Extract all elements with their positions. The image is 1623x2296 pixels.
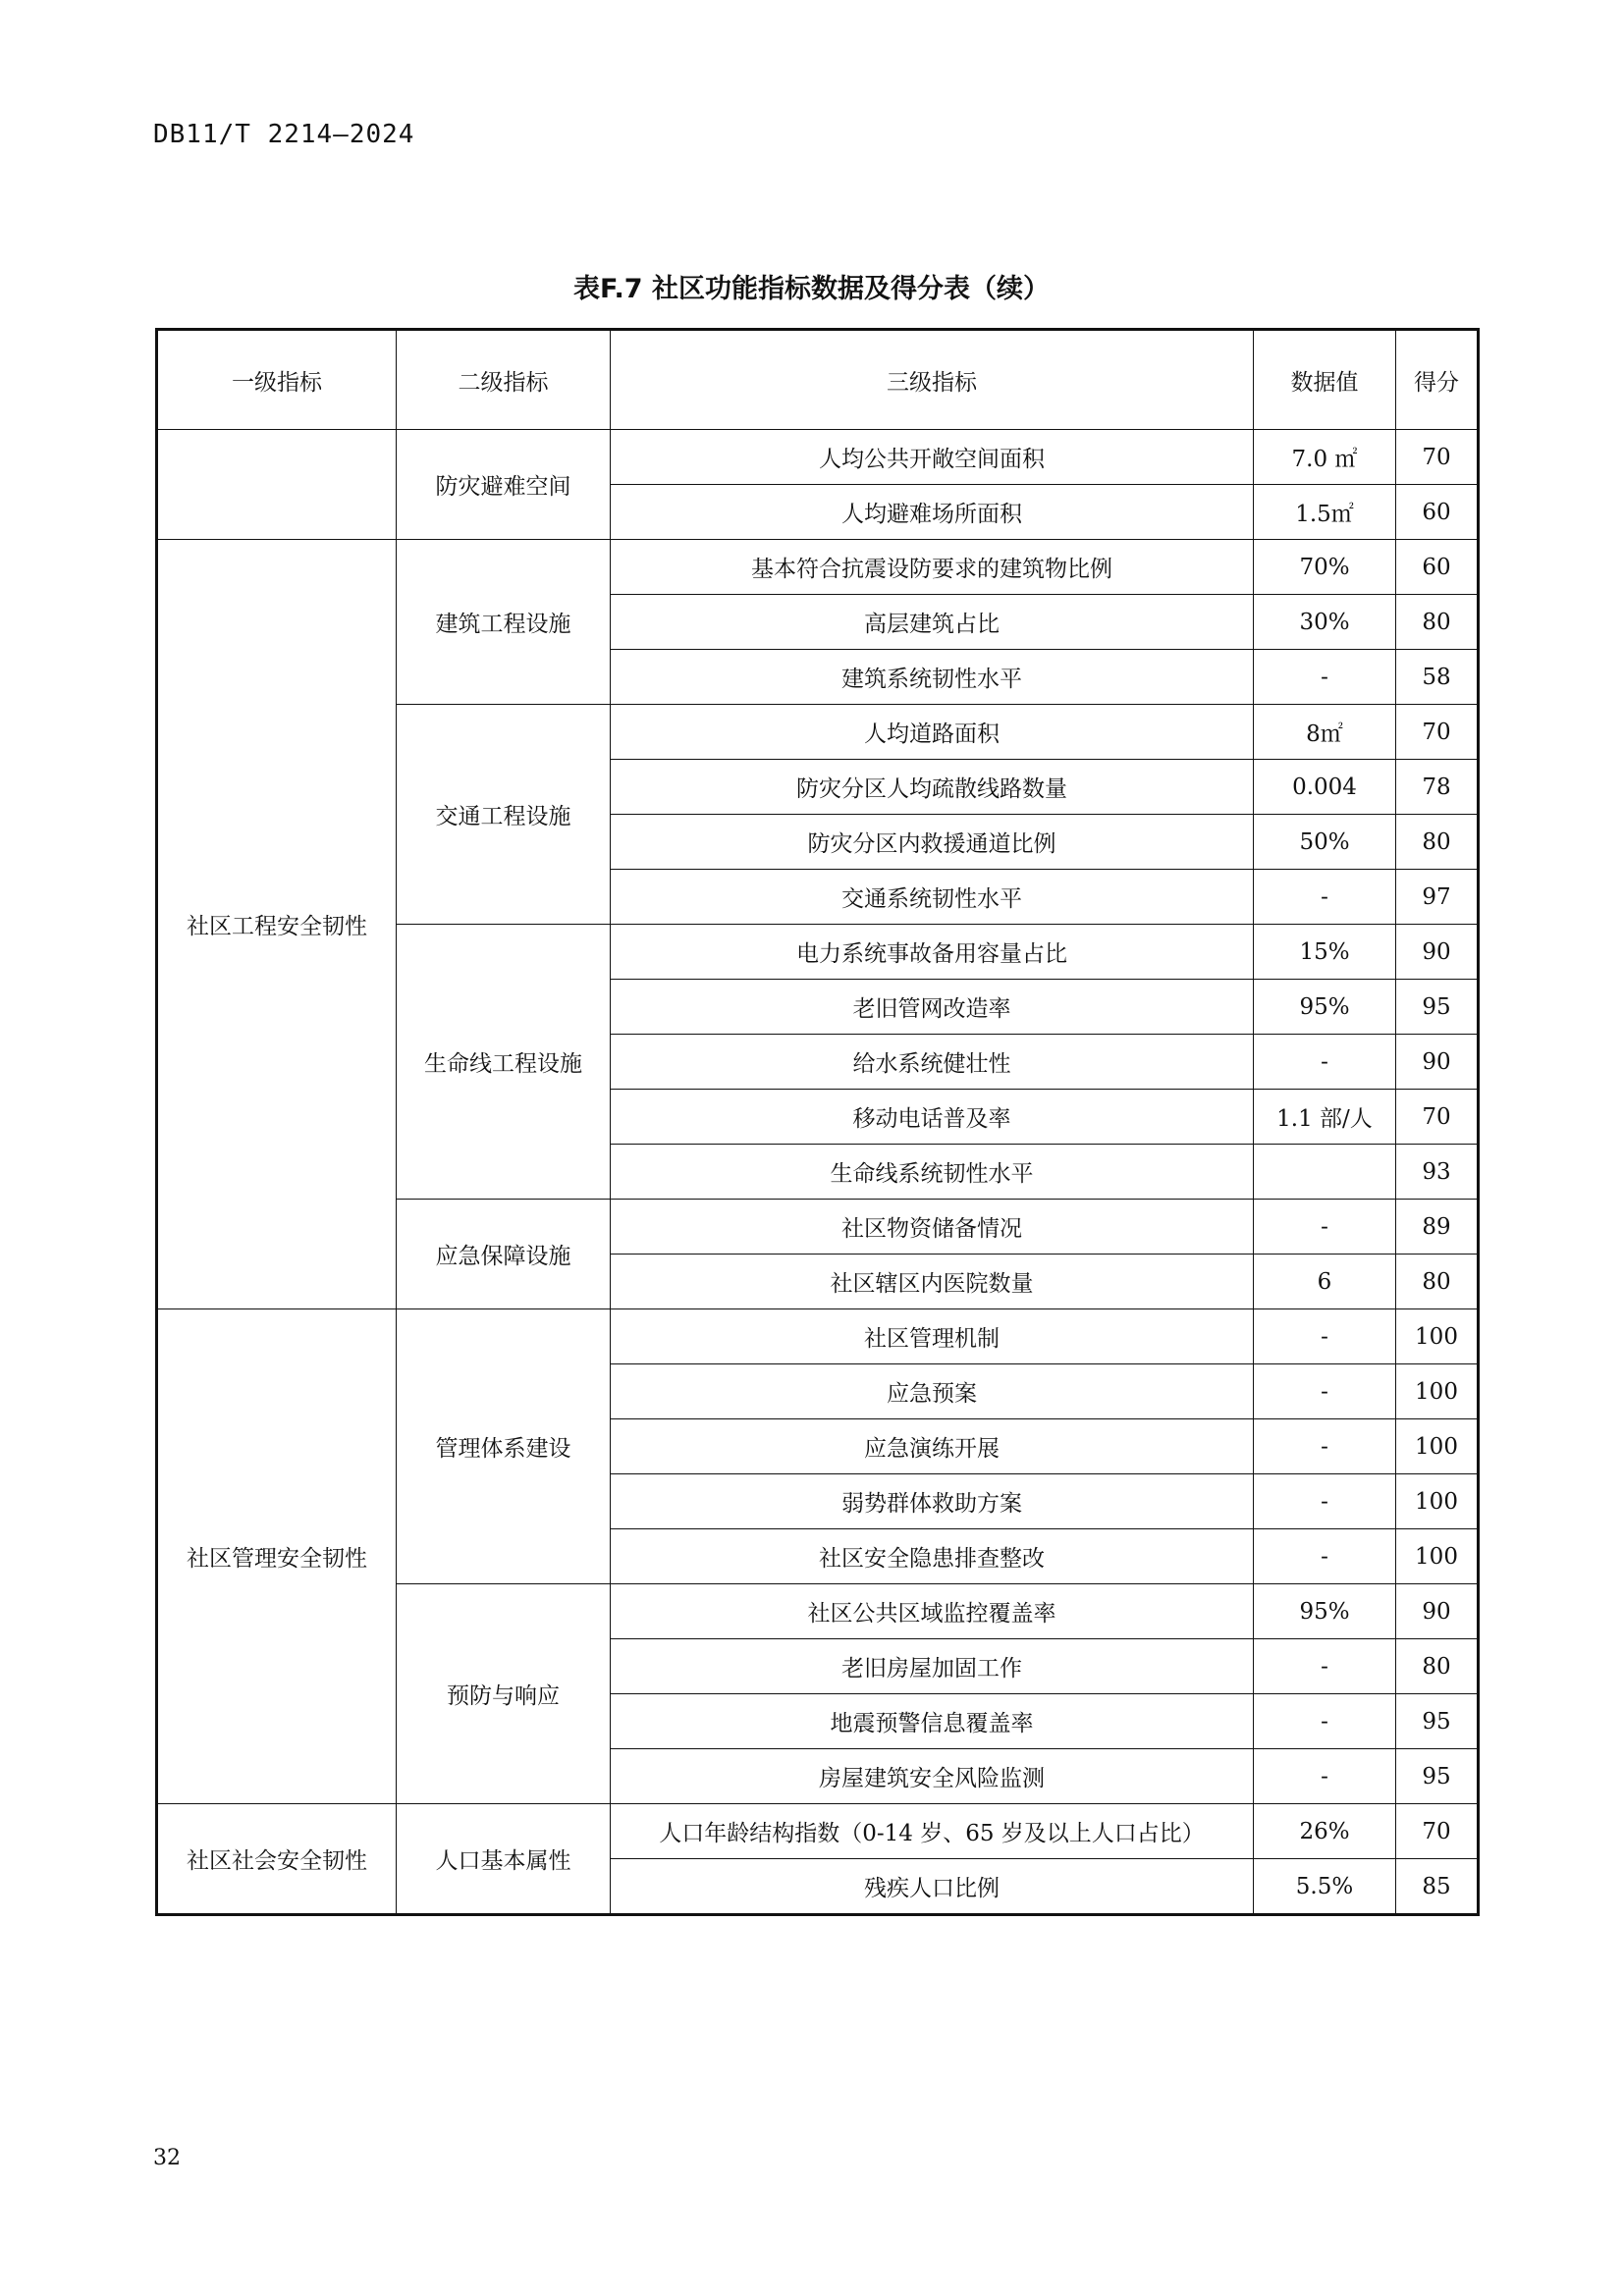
level2-indicator-cell: 预防与响应: [397, 1584, 611, 1804]
score-cell: 80: [1396, 595, 1479, 650]
level3-indicator-cell: 人口年龄结构指数（0-14 岁、65 岁及以上人口占比）: [611, 1804, 1254, 1859]
score-cell: 95: [1396, 1694, 1479, 1749]
level3-indicator-cell: 生命线系统韧性水平: [611, 1145, 1254, 1200]
level3-indicator-cell: 房屋建筑安全风险监测: [611, 1749, 1254, 1804]
table-row: [157, 540, 1479, 595]
level3-indicator-cell: 防灾分区内救援通道比例: [611, 815, 1254, 870]
level2-indicator-cell: 建筑工程设施: [397, 540, 611, 705]
level3-indicator-cell: 电力系统事故备用容量占比: [611, 925, 1254, 980]
page-number: 32: [153, 2146, 181, 2170]
level3-indicator-cell: 人均道路面积: [611, 705, 1254, 760]
level3-indicator-cell: 交通系统韧性水平: [611, 870, 1254, 925]
level3-indicator-cell: 残疾人口比例: [611, 1859, 1254, 1915]
score-cell: 70: [1396, 1804, 1479, 1859]
level2-indicator-cell: 应急保障设施: [397, 1200, 611, 1309]
score-cell: 100: [1396, 1364, 1479, 1419]
score-cell: 60: [1396, 540, 1479, 595]
data-value-cell: 6: [1254, 1255, 1396, 1309]
level3-indicator-cell: 社区公共区域监控覆盖率: [611, 1584, 1254, 1639]
data-value-cell: -: [1254, 1200, 1396, 1255]
level3-indicator-cell: 应急演练开展: [611, 1419, 1254, 1474]
data-value-cell: 7.0 ㎡: [1254, 430, 1396, 485]
level3-indicator-cell: 建筑系统韧性水平: [611, 650, 1254, 705]
score-cell: 90: [1396, 1584, 1479, 1639]
data-value-cell: 95%: [1254, 1584, 1396, 1639]
data-value-cell: -: [1254, 1035, 1396, 1090]
score-cell: 97: [1396, 870, 1479, 925]
table-row: [157, 1804, 1479, 1859]
score-cell: 60: [1396, 485, 1479, 540]
column-header: 三级指标: [611, 330, 1254, 430]
score-cell: 100: [1396, 1419, 1479, 1474]
data-value-cell: -: [1254, 1749, 1396, 1804]
data-value-cell: -: [1254, 1419, 1396, 1474]
score-cell: 90: [1396, 925, 1479, 980]
data-value-cell: [1254, 1145, 1396, 1200]
data-value-cell: 50%: [1254, 815, 1396, 870]
level3-indicator-cell: 社区辖区内医院数量: [611, 1255, 1254, 1309]
level3-indicator-cell: 人均公共开敞空间面积: [611, 430, 1254, 485]
level3-indicator-cell: 移动电话普及率: [611, 1090, 1254, 1145]
data-value-cell: 70%: [1254, 540, 1396, 595]
data-value-cell: -: [1254, 1639, 1396, 1694]
data-value-cell: -: [1254, 1694, 1396, 1749]
table-row: [157, 1309, 1479, 1364]
score-cell: 90: [1396, 1035, 1479, 1090]
data-value-cell: 26%: [1254, 1804, 1396, 1859]
table-header-row: [157, 330, 1479, 430]
score-cell: 78: [1396, 760, 1479, 815]
data-value-cell: 5.5%: [1254, 1859, 1396, 1915]
level3-indicator-cell: 防灾分区人均疏散线路数量: [611, 760, 1254, 815]
level3-indicator-cell: 老旧房屋加固工作: [611, 1639, 1254, 1694]
score-cell: 100: [1396, 1309, 1479, 1364]
score-cell: 93: [1396, 1145, 1479, 1200]
level3-indicator-cell: 基本符合抗震设防要求的建筑物比例: [611, 540, 1254, 595]
level1-indicator-cell: 社区社会安全韧性: [157, 1804, 397, 1915]
score-cell: 70: [1396, 430, 1479, 485]
data-value-cell: -: [1254, 1529, 1396, 1584]
score-cell: 58: [1396, 650, 1479, 705]
column-header: 二级指标: [397, 330, 611, 430]
data-value-cell: 30%: [1254, 595, 1396, 650]
score-cell: 80: [1396, 1255, 1479, 1309]
score-cell: 95: [1396, 980, 1479, 1035]
data-value-cell: -: [1254, 870, 1396, 925]
level1-indicator-cell: 社区工程安全韧性: [157, 540, 397, 1309]
score-cell: 70: [1396, 705, 1479, 760]
score-cell: 100: [1396, 1474, 1479, 1529]
level1-indicator-cell: [157, 430, 397, 540]
data-value-cell: 1.5㎡: [1254, 485, 1396, 540]
score-cell: 80: [1396, 1639, 1479, 1694]
data-value-cell: -: [1254, 1474, 1396, 1529]
data-value-cell: 8㎡: [1254, 705, 1396, 760]
document-code: DB11/T 2214—2024: [153, 120, 415, 149]
data-value-cell: -: [1254, 1364, 1396, 1419]
table-body: [157, 430, 1479, 1915]
level2-indicator-cell: 交通工程设施: [397, 705, 611, 925]
data-value-cell: -: [1254, 1309, 1396, 1364]
column-header: 数据值: [1254, 330, 1396, 430]
column-header: 得分: [1396, 330, 1479, 430]
level3-indicator-cell: 弱势群体救助方案: [611, 1474, 1254, 1529]
level2-indicator-cell: 管理体系建设: [397, 1309, 611, 1584]
data-value-cell: 15%: [1254, 925, 1396, 980]
level3-indicator-cell: 社区安全隐患排查整改: [611, 1529, 1254, 1584]
score-cell: 89: [1396, 1200, 1479, 1255]
level2-indicator-cell: 生命线工程设施: [397, 925, 611, 1200]
level3-indicator-cell: 人均避难场所面积: [611, 485, 1254, 540]
score-cell: 100: [1396, 1529, 1479, 1584]
level3-indicator-cell: 高层建筑占比: [611, 595, 1254, 650]
indicator-table: [155, 328, 1480, 1916]
level2-indicator-cell: 人口基本属性: [397, 1804, 611, 1915]
column-header: 一级指标: [157, 330, 397, 430]
data-value-cell: -: [1254, 650, 1396, 705]
data-value-cell: 0.004: [1254, 760, 1396, 815]
score-cell: 70: [1396, 1090, 1479, 1145]
table-title: 表F.7 社区功能指标数据及得分表（续）: [573, 274, 1050, 304]
data-value-cell: 1.1 部/人: [1254, 1090, 1396, 1145]
level3-indicator-cell: 老旧管网改造率: [611, 980, 1254, 1035]
score-cell: 95: [1396, 1749, 1479, 1804]
level3-indicator-cell: 给水系统健壮性: [611, 1035, 1254, 1090]
level3-indicator-cell: 应急预案: [611, 1364, 1254, 1419]
level2-indicator-cell: 防灾避难空间: [397, 430, 611, 540]
table-row: [157, 430, 1479, 485]
level1-indicator-cell: 社区管理安全韧性: [157, 1309, 397, 1804]
score-cell: 85: [1396, 1859, 1479, 1915]
level3-indicator-cell: 社区管理机制: [611, 1309, 1254, 1364]
level3-indicator-cell: 地震预警信息覆盖率: [611, 1694, 1254, 1749]
data-value-cell: 95%: [1254, 980, 1396, 1035]
level3-indicator-cell: 社区物资储备情况: [611, 1200, 1254, 1255]
score-cell: 80: [1396, 815, 1479, 870]
